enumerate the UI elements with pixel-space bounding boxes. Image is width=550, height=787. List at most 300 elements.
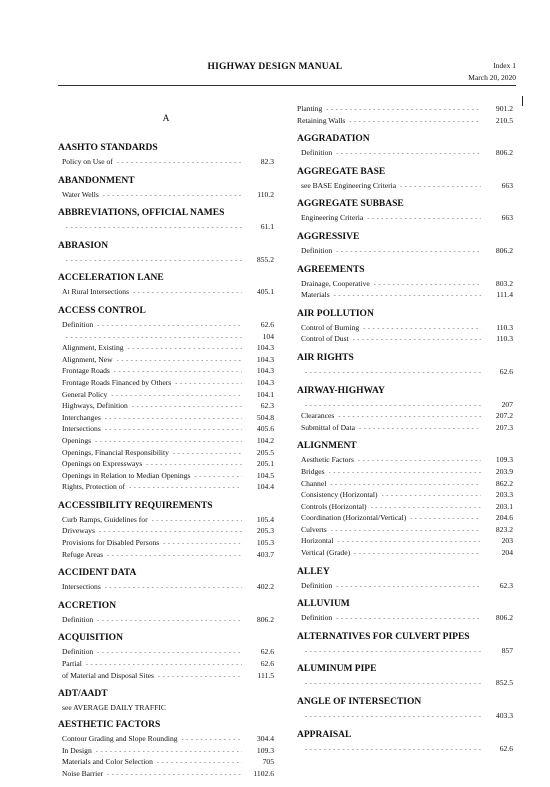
entry-label: Frontage Roads (62, 366, 110, 376)
entry-label: Water Wells (62, 189, 99, 199)
entry-label: Definition (301, 613, 333, 623)
entry-label: Alignment, Existing (62, 343, 124, 353)
page-number: 901.2 (495, 104, 513, 113)
page-number: 104.1 (256, 389, 274, 399)
page-number: 862.2 (495, 478, 513, 488)
index-section (297, 133, 513, 160)
index-entry (58, 659, 274, 671)
dot-leader (107, 552, 242, 562)
entry-label: Bridges (301, 466, 325, 476)
dot-leader (400, 183, 481, 193)
dot-leader (157, 759, 242, 769)
entry-label: Definition (301, 580, 333, 590)
dot-leader (117, 357, 242, 367)
dot-leader (117, 159, 242, 169)
page-number: 203.1 (495, 501, 513, 511)
entry-label: Curb Ramps, Guidelines for (62, 514, 148, 524)
index-entry (58, 615, 274, 627)
index-section (58, 240, 274, 267)
dot-leader (334, 292, 481, 302)
section-heading: ACCELERATION LANE (58, 273, 164, 284)
dot-leader (371, 504, 481, 514)
index-entry (297, 536, 513, 548)
page-number: 105.4 (256, 514, 274, 524)
page-number: 504.8 (256, 412, 274, 422)
page-number: 62.6 (499, 743, 513, 753)
entry-label: Contour Grading and Slope Rounding (62, 734, 178, 744)
index-section (58, 632, 274, 682)
index-entry (58, 769, 274, 781)
index-entry (297, 116, 513, 128)
right-index-list (297, 133, 513, 755)
dot-leader (114, 368, 242, 378)
entry-label: Openings, Financial Responsibility (62, 447, 169, 457)
entry-label: Coordination (Horizontal/Vertical) (301, 513, 407, 523)
page-number: 110.2 (257, 189, 274, 199)
page-number: 806.2 (495, 148, 513, 158)
dot-leader (338, 413, 481, 423)
section-heading: ABRASION (58, 240, 109, 251)
index-entry (297, 367, 513, 379)
index-entry (297, 744, 513, 756)
page-number: 304.4 (256, 734, 274, 744)
dot-leader (103, 192, 242, 202)
dot-leader (96, 748, 242, 758)
page-number: 109.3 (495, 455, 513, 465)
page-number: 207.3 (495, 422, 513, 432)
index-section (297, 598, 513, 625)
index-entry (297, 423, 513, 435)
index-entry (58, 647, 274, 659)
entry-label: Highways, Definition (62, 401, 128, 411)
dot-leader (97, 649, 242, 659)
dot-leader (105, 584, 242, 594)
page-number: 207.2 (495, 411, 513, 421)
index-entry (58, 378, 274, 390)
index-section (297, 264, 513, 302)
index-section (58, 500, 274, 561)
page-number: 104 (262, 331, 274, 341)
entry-label: Noise Barrier (62, 769, 104, 778)
section-heading: AGGREGATE BASE (297, 166, 386, 177)
page-number: 104.3 (256, 366, 274, 376)
page-number: 405.6 (256, 424, 274, 434)
page-number: 104.3 (256, 377, 274, 387)
entry-label: Policy on Use of (62, 157, 113, 166)
index-entry (58, 482, 274, 494)
page-number: 205.3 (256, 526, 274, 536)
index-entry (58, 424, 274, 436)
section-heading: AGGRESSIVE (297, 231, 360, 242)
index-entry (297, 148, 513, 160)
section-heading: ADT/AADT (58, 689, 108, 700)
page-number: 402.2 (256, 582, 274, 592)
index-entry (297, 246, 513, 258)
dot-leader (128, 345, 242, 355)
page-number: 204.6 (495, 513, 513, 523)
index-entry (297, 678, 513, 690)
page-number: 105.3 (256, 538, 274, 548)
entry-label: Retaining Walls (297, 115, 346, 125)
page-number: 663 (501, 180, 513, 190)
section-heading: AGGRADATION (297, 134, 370, 145)
entry-label: Alignment, New (62, 354, 113, 364)
page-number: 104.5 (256, 470, 274, 480)
index-entry (297, 455, 513, 467)
dot-leader (410, 515, 481, 525)
index-section (58, 207, 274, 234)
dot-leader (305, 713, 481, 723)
section-heading: ACCIDENT DATA (58, 568, 137, 579)
section-heading: ANGLE OF INTERSECTION (297, 697, 422, 708)
section-heading: AIR RIGHTS (297, 352, 354, 363)
index-entry (297, 525, 513, 537)
index-entry (297, 181, 513, 193)
entry-label: Openings (62, 435, 92, 445)
dot-leader (105, 426, 242, 436)
index-section (58, 688, 274, 713)
page-number: 104.3 (256, 354, 274, 364)
entry-label: Definition (301, 148, 333, 158)
index-section (58, 142, 274, 169)
page-number: 207 (501, 399, 513, 409)
index-section (58, 567, 274, 594)
entry-label: Culverts (301, 524, 327, 534)
entry-label: Interchanges (62, 412, 101, 422)
page-number: 210.5 (495, 115, 513, 125)
dot-leader (330, 481, 481, 491)
dot-leader (337, 538, 481, 548)
index-entry (297, 513, 513, 525)
entry-label: General Policy (62, 389, 108, 399)
dot-leader (111, 392, 242, 402)
dot-leader (358, 457, 481, 467)
section-heading: AIR POLLUTION (297, 308, 374, 319)
index-section (297, 308, 513, 346)
section-heading: ACQUISITION (58, 633, 123, 644)
page-number: 62.6 (260, 319, 274, 329)
page-number: 803.2 (495, 278, 513, 288)
index-entry (297, 613, 513, 625)
section-heading: ABBREVIATIONS, OFFICIAL NAMES (58, 208, 225, 219)
section-heading: ALIGNMENT (297, 441, 357, 452)
manual-title: HIGHWAY DESIGN MANUAL (207, 62, 343, 72)
index-section (58, 719, 274, 780)
page-number: 62.6 (260, 647, 274, 657)
dot-leader (305, 402, 481, 412)
index-entry (58, 190, 274, 202)
index-entry (58, 459, 274, 471)
page-number: 62.6 (260, 659, 274, 669)
page-number: 663 (501, 213, 513, 223)
page-number: 203.9 (495, 466, 513, 476)
page-number: 205.1 (256, 459, 274, 469)
index-entry (297, 104, 513, 116)
index-entry (58, 436, 274, 448)
dot-leader (382, 492, 481, 502)
entry-label: Horizontal (301, 536, 334, 546)
index-entry (58, 157, 274, 169)
index-entry (297, 479, 513, 491)
page-number: 111.5 (257, 670, 274, 680)
header-meta (468, 60, 516, 84)
dot-leader (86, 661, 242, 671)
dot-leader (367, 215, 481, 225)
dot-leader (374, 281, 481, 291)
section-heading: ACCESSIBILITY REQUIREMENTS (58, 500, 213, 511)
index-entry (58, 390, 274, 402)
page-number: 806.2 (495, 245, 513, 255)
entry-label: Engineering Criteria (301, 213, 364, 223)
index-entry (58, 255, 274, 267)
index-entry (58, 757, 274, 769)
section-heading: ALLUVIUM (297, 599, 350, 610)
index-entry (297, 411, 513, 423)
dot-leader (107, 771, 242, 781)
section-heading: AESTHETIC FACTORS (58, 720, 161, 731)
index-entry (297, 467, 513, 479)
entry-label: Submittal of Data (301, 422, 355, 432)
section-heading: ALTERNATIVES FOR CULVERT PIPES (297, 631, 470, 642)
entry-label: Materials and Color Selection (62, 757, 153, 767)
dot-leader (353, 336, 481, 346)
page-number: 110.3 (496, 334, 513, 344)
entry-label: Definition (62, 319, 94, 329)
dot-leader (182, 736, 242, 746)
entry-label: of Material and Disposal Sites (62, 670, 154, 680)
header-date: March 20, 2020 (468, 73, 516, 82)
page-number: 203.3 (495, 490, 513, 500)
section-heading: ALUMINUM PIPE (297, 664, 377, 675)
page-number: 855.2 (256, 254, 274, 264)
left-index-list (58, 142, 274, 781)
section-heading: AASHTO STANDARDS (58, 143, 158, 153)
entry-label: Drainage, Cooperative (301, 278, 370, 288)
dot-leader (329, 469, 481, 479)
entry-label: In Design (62, 745, 92, 755)
page-number: 203 (501, 536, 513, 546)
index-entry (58, 355, 274, 367)
dot-leader (336, 150, 481, 160)
entry-label: Definition (62, 614, 94, 624)
entry-label: Clearances (301, 411, 335, 421)
index-entry (297, 646, 513, 658)
dot-leader (336, 583, 481, 593)
entry-label: Openings in Relation to Median Openings (62, 470, 191, 480)
section-heading: AIRWAY-HIGHWAY (297, 385, 385, 396)
index-entry (297, 548, 513, 560)
entry-label: Frontage Roads Financed by Others (62, 377, 172, 387)
page-number: 104.4 (256, 482, 274, 492)
index-section (297, 566, 513, 593)
entry-label: Definition (62, 647, 94, 657)
entry-label: Controls (Horizontal) (301, 501, 367, 511)
entry-label: Rights, Protection of (62, 482, 126, 492)
entry-label: Control of Dust (301, 334, 349, 344)
index-entry (297, 581, 513, 593)
dot-leader (326, 106, 481, 116)
index-section (297, 696, 513, 723)
index-section (297, 663, 513, 690)
section-letter: A (162, 114, 170, 124)
dot-leader (194, 473, 242, 483)
dot-leader (305, 369, 481, 379)
entry-label: Provisions for Disabled Persons (62, 538, 160, 548)
page-number: 705 (262, 757, 274, 767)
entry-label: Planting (297, 104, 323, 113)
index-section (58, 600, 274, 627)
index-column-right (297, 104, 513, 761)
index-section (297, 385, 513, 435)
index-entry (297, 279, 513, 291)
index-entry (58, 448, 274, 460)
index-entry (58, 538, 274, 550)
index-entry (58, 734, 274, 746)
dot-leader (146, 461, 242, 471)
page-number: 403.3 (495, 711, 513, 721)
dot-leader (66, 224, 242, 234)
dot-leader (97, 617, 242, 627)
dot-leader (99, 528, 242, 538)
section-heading: AGREEMENTS (297, 264, 365, 275)
see-reference: see AVERAGE DAILY TRAFFIC (62, 703, 166, 713)
dot-leader (336, 615, 481, 625)
page-number: 61.1 (260, 222, 274, 232)
entry-label: Intersections (62, 582, 101, 592)
index-entry (58, 582, 274, 594)
entry-label: Openings on Expressways (62, 459, 143, 469)
index-entry (297, 213, 513, 225)
page-number: 104.2 (256, 435, 274, 445)
continued-entries (297, 104, 513, 127)
dot-leader (175, 380, 242, 390)
dot-leader (305, 648, 481, 658)
section-heading: AGGREGATE SUBBASE (297, 199, 404, 210)
entry-label: Definition (301, 245, 333, 255)
dot-leader (173, 450, 242, 460)
change-bar (522, 96, 523, 106)
dot-leader (163, 540, 242, 550)
section-heading: ABANDONMENT (58, 175, 135, 186)
page-number: 111.4 (496, 290, 513, 300)
index-entry (58, 413, 274, 425)
index-entry (297, 502, 513, 514)
page-number: 62.6 (499, 366, 513, 376)
index-entry (58, 471, 274, 483)
header-rule (58, 85, 516, 86)
page-number: 110.3 (496, 322, 513, 332)
index-entry (297, 490, 513, 502)
index-entry (58, 515, 274, 527)
dot-leader (305, 680, 481, 690)
index-entry (58, 332, 274, 344)
index-entry (58, 343, 274, 355)
index-section (297, 198, 513, 225)
page-number: 205.5 (256, 447, 274, 457)
dot-leader (66, 257, 242, 267)
dot-leader (331, 527, 481, 537)
index-entry (58, 320, 274, 332)
dot-leader (349, 118, 481, 128)
page-number: 62.3 (499, 580, 513, 590)
index-entry (58, 287, 274, 299)
dot-leader (105, 415, 242, 425)
entry-label: Vertical (Grade) (301, 548, 351, 558)
page-number: 857 (501, 645, 513, 655)
entry-label: Driveways (62, 526, 95, 536)
index-entry (297, 290, 513, 302)
dot-leader (152, 517, 242, 527)
dot-leader (95, 438, 242, 448)
index-entry (58, 550, 274, 562)
index-entry (297, 323, 513, 335)
page-number: 62.3 (260, 401, 274, 411)
entry-label: Channel (301, 478, 327, 488)
index-entry (58, 222, 274, 234)
dot-leader (132, 403, 242, 413)
page-number: 82.3 (260, 157, 274, 166)
index-entry (297, 334, 513, 346)
index-entry (297, 400, 513, 412)
index-section (297, 631, 513, 658)
page-number: 109.3 (256, 745, 274, 755)
index-entry (58, 526, 274, 538)
section-heading: APPRAISAL (297, 729, 352, 740)
dot-leader (354, 550, 481, 560)
index-entry (297, 711, 513, 723)
dot-leader (133, 289, 242, 299)
page-number: 823.2 (495, 524, 513, 534)
entry-label: see BASE Engineering Criteria (301, 180, 397, 190)
index-section (297, 729, 513, 756)
index-section (58, 305, 274, 494)
index-column-left (58, 104, 274, 787)
index-entry (58, 671, 274, 683)
entry-label: Aesthetic Factors (301, 455, 354, 465)
dot-leader (305, 746, 481, 756)
entry-label: Partial (62, 659, 82, 669)
entry-label: Materials (301, 290, 330, 300)
page-number: 1102.6 (253, 769, 274, 778)
dot-leader (97, 322, 242, 332)
index-section (297, 352, 513, 379)
index-label: Index 1 (493, 61, 516, 70)
entry-label: Consistency (Horizontal) (301, 490, 378, 500)
index-entry (58, 366, 274, 378)
page-number: 403.7 (256, 549, 274, 559)
index-section (58, 272, 274, 299)
dot-leader (158, 673, 242, 683)
entry-label: At Rural Intersections (62, 287, 130, 297)
entry-label: Intersections (62, 424, 101, 434)
dot-leader (66, 334, 242, 344)
index-entry (58, 401, 274, 413)
entry-label: Control of Burning (301, 322, 360, 332)
page-number: 104.3 (256, 343, 274, 353)
dot-leader (129, 484, 242, 494)
section-heading: ALLEY (297, 566, 330, 577)
page-number: 852.5 (495, 678, 513, 688)
section-heading: ACCESS CONTROL (58, 305, 146, 316)
index-section (297, 231, 513, 258)
dot-leader (359, 425, 481, 435)
index-section (297, 440, 513, 559)
dot-leader (363, 325, 481, 335)
entry-label: Refuge Areas (62, 549, 104, 559)
index-entry (58, 746, 274, 758)
index-section (297, 166, 513, 193)
page-number: 204 (501, 548, 513, 558)
